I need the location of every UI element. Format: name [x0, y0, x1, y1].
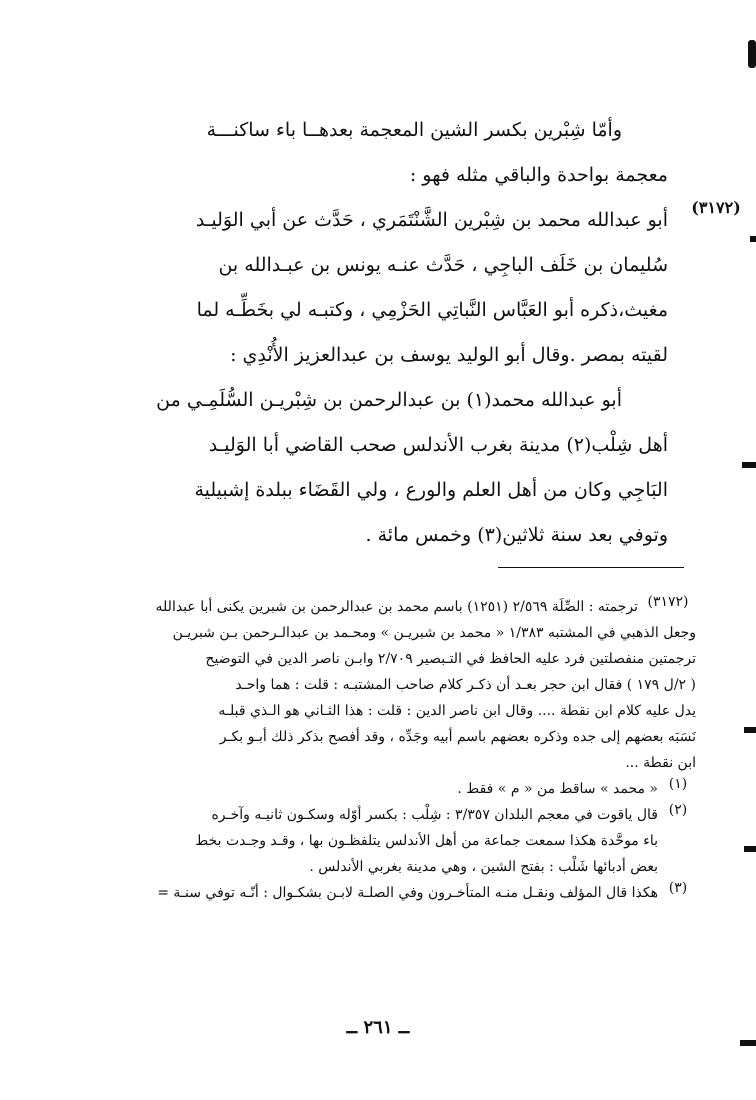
footnote-line: ترجمته : الصِّلَة ٢/٥٦٩ (١٢٥١) باسم محمد بن عبدالرحمن بن شبرين يكنى أبا عبدالله	[155, 599, 638, 615]
footnote-label: (١)	[668, 776, 688, 792]
entry-line: لقيته بمصر .وقال أبو الوليد يوسف بن عبدالعزيز الأُنْدِي :	[230, 344, 668, 366]
footnote-2	[122, 802, 696, 828]
footnote-label: (٣)	[668, 880, 688, 896]
footnote-entry-row	[122, 594, 696, 620]
footnote-line: « محمد » ساقط من « م » فقط .	[457, 781, 658, 797]
para-line: وتوفي بعد سنة ثلاثين(٣) وخمس مائة .	[365, 524, 668, 546]
main-text	[122, 108, 741, 558]
footnote-line: ( ٢/ل ١٧٩ ) فقال ابن حجر بعـد أن ذكـر كلام صاحب المشتبـه : قلت : هما واحـد	[235, 677, 696, 693]
footnote-3	[122, 880, 696, 906]
intro-line: وأمّا شِبْرين بكسر الشين المعجمة بعدهــا باء ساكنـــة	[206, 119, 622, 141]
page-number: ــ ٢٦١ ــ	[346, 1017, 410, 1038]
scan-mark	[740, 1040, 756, 1046]
footnote-line: نَسَبَه بعضهم إلى جده وذكره بعضهم باسم أبيه وجَدِّه ، وقد أفصح بذكر ذلك أبـو بكـر	[219, 729, 696, 745]
footnote-line: ابن نقطة ...	[625, 755, 696, 771]
scan-mark	[744, 727, 756, 733]
footnote-entry-label: (٣١٧٢)	[647, 594, 689, 610]
para-line: البَاجِي وكان من أهل العلم والورع ، ولي القَضَاء ببلدة إشبيلية	[194, 479, 668, 501]
scan-mark	[748, 40, 756, 68]
footnote-line: بعض أدبائها شَلْب : بفتح الشين ، وهي مدينة بغربي الأندلس .	[309, 859, 658, 875]
scan-mark	[744, 846, 756, 852]
footnote-line: وجعل الذهبي في المشتبه ١/٣٨٣ « محمد بن شبريـن » ومحـمد بن عبدالـرحمن بـن شبريـن	[172, 625, 696, 641]
intro-line: معجمة بواحدة والباقي مثله فهو :	[409, 164, 668, 186]
entry-line: مغيث،ذكره أبو العَبَّاس النَّباتِي الحَزْمِي ، وكتبـه لي بخَطِّـه لما	[196, 299, 668, 321]
footnote-line: هكذا قال المؤلف ونقـل منـه المتأخـرون وفي الصلـة لابـن بشكـوال : أنّـه توفي سنـة =	[157, 885, 658, 901]
footnote-line: باء موحَّدة هكذا سمعت جماعة من أهل الأندلس يتلفظـون بها ، وقـد وجـدت بخط	[195, 833, 658, 849]
footnote-separator	[498, 567, 684, 568]
entry-number: (٣١٧٢)	[691, 198, 741, 217]
footnote-1	[122, 776, 696, 802]
footnotes	[122, 594, 696, 906]
scan-mark	[742, 462, 756, 468]
entry-line: أبو عبدالله محمد بن شِبْرين الشَّنْتَمَري ، حَدَّث عن أبي الوَليـد	[195, 209, 668, 231]
entry-first-row	[122, 198, 741, 243]
para-line: أبو عبدالله محمد(١) بن عبدالرحمن بن شِبْريـن السُّلَمِـي من	[156, 389, 622, 411]
footnote-line: يدل عليه كلام ابن نقطة .... وقال ابن ناصر الدين : قلت : هذا الثـاني هو الـذي قبلـه	[218, 703, 696, 719]
footnote-label: (٢)	[668, 802, 688, 818]
footnote-line: ترجمتين منفصلتين فرد عليه الحافظ في التـبصير ٢/٧٠٩ وابـن ناصر الدين في التوضيح	[205, 651, 696, 667]
entry-line: سُليمان بن خَلَف الباجِي ، حَدَّث عنـه يونس بن عبـدالله بن	[218, 254, 668, 276]
scan-mark	[750, 236, 756, 242]
footnote-line: قال ياقوت في معجم البلدان ٣/٣٥٧ : شِلْب : بكسر أوّله وسكـون ثانيـه وآخـره	[211, 807, 658, 823]
para-line: أهل شِلْب(٢) مدينة بغرب الأندلس صحب القاضي أبا الوَليـد	[208, 434, 668, 456]
